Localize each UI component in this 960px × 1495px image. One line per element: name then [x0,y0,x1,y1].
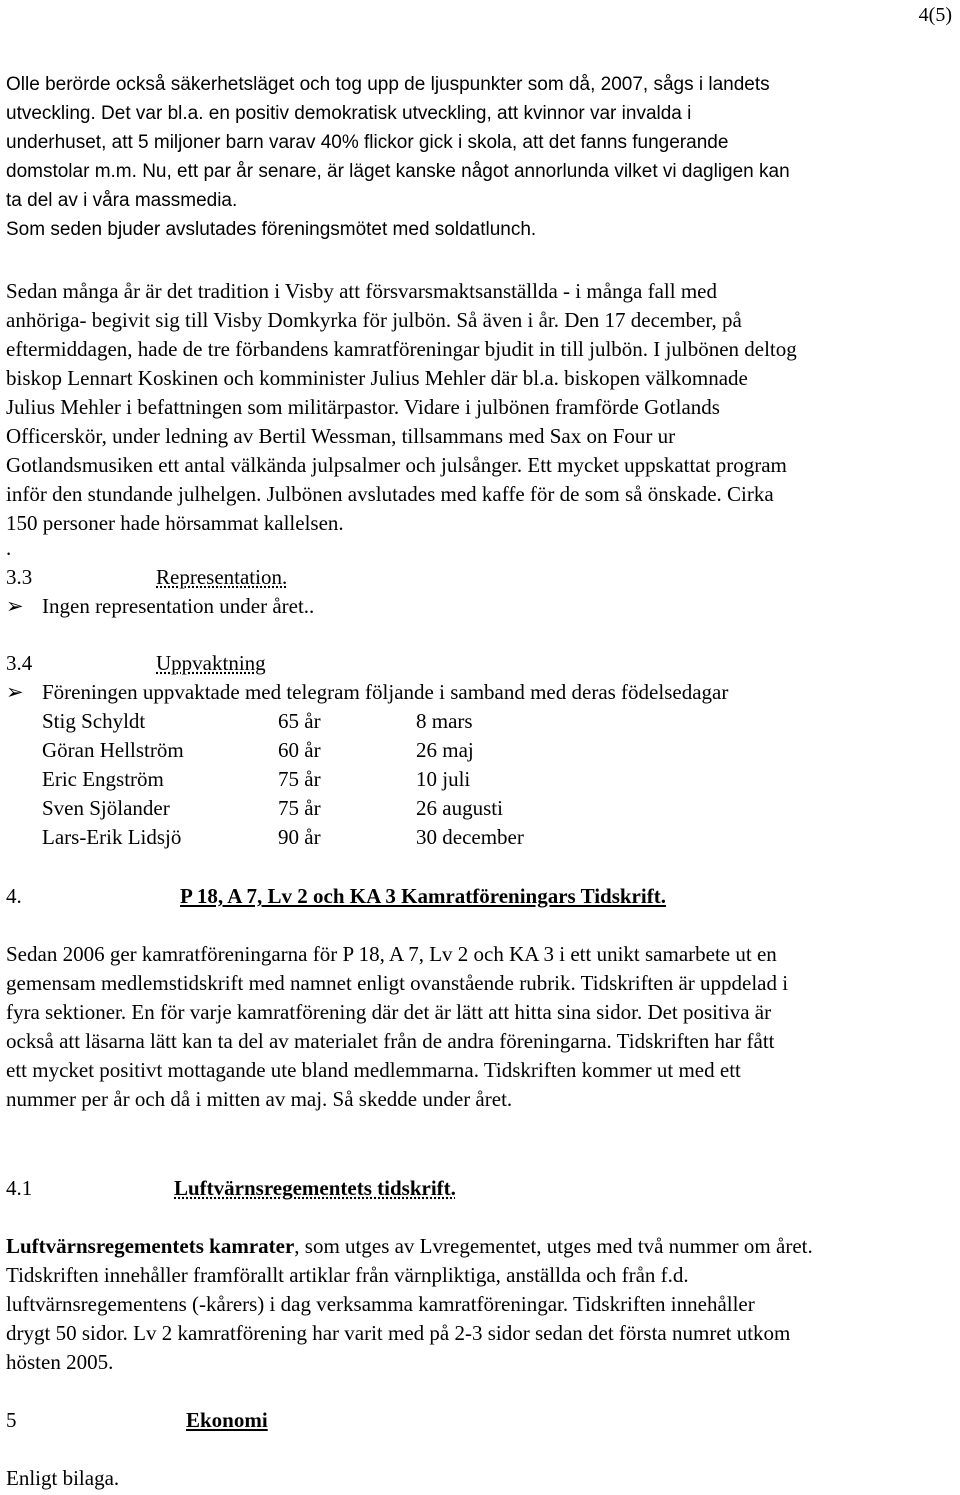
paragraph-line: luftvärnsregementens (-kårers) i dag verksamma kamratföreningar. Tidskriften innehåller [6,1292,755,1316]
intro-line: utveckling. Det var bl.a. en positiv demokratisk utveckling, att kvinnor var invalda i [6,103,692,124]
section-title: Luftvärnsregementets tidskrift. [174,1176,456,1200]
intro-line: ta del av i våra massmedia. [6,190,238,211]
table-row [42,736,642,765]
section-number: 4. [6,884,22,908]
julbon-line: biskop Lennart Koskinen och komminister Julius Mehler där bl.a. biskopen välkomnade [6,366,748,390]
section-4-heading [6,882,906,911]
section-number: 3.3 [6,565,33,589]
paragraph-line: drygt 50 sidor. Lv 2 kamratförening har varit med på 2-3 sidor sedan det första numret utkom [6,1321,791,1345]
birthday-date: 10 juli [416,767,471,791]
bullet-text: Föreningen uppvaktade med telegram följande i samband med deras födelsedagar [42,680,729,704]
birthday-date: 26 augusti [416,796,503,820]
section-number: 3.4 [6,651,33,675]
birthday-age: 65 år [278,709,321,733]
section-3-4-heading [6,649,606,678]
section-number: 4.1 [6,1176,33,1200]
intro-line: Olle berörde också säkerhetsläget och tog upp de ljuspunkter som då, 2007, sågs i landets [6,74,770,95]
birthday-name: Stig Schyldt [42,709,146,733]
bullet-text: Ingen representation under året.. [42,594,315,618]
paragraph-line: hösten 2005. [6,1350,114,1374]
section-3-3-bullet [6,592,606,621]
julbon-line: Gotlandsmusiken ett antal välkända julpsalmer och julsånger. Ett mycket uppskattat program [6,453,787,477]
arrow-bullet-icon: ➢ [6,680,24,704]
section-3-3-heading [6,563,606,592]
julbon-line: eftermiddagen, hade de tre förbandens kamratföreningar bjudit in till julbön. I julbönen deltog [6,337,797,361]
julbon-line: Officerskör, under ledning av Bertil Wessman, tillsammans med Sax on Four ur [6,424,676,448]
paragraph-line: också att läsarna lätt kan ta del av materialet från de andra föreningarna. Tidskriften har fått [6,1029,775,1053]
table-row [42,765,642,794]
birthday-age: 90 år [278,825,321,849]
section-title: Representation. [156,565,288,589]
table-row [42,707,642,736]
birthday-age: 75 år [278,767,321,791]
birthday-age: 75 år [278,796,321,820]
section-3-4-bullet [6,678,946,707]
section-5-heading [6,1406,606,1435]
paragraph-line: Tidskriften innehåller framförallt artiklar från värnpliktiga, anställda och från f.d. [6,1263,689,1287]
table-row [42,823,642,852]
julbon-line: . [6,536,12,560]
julbon-line: Sedan många år är det tradition i Visby att försvarsmaktsanställda - i många fall med [6,279,717,303]
section-4-1-paragraph [6,1232,956,1377]
intro-line: Som seden bjuder avslutades föreningsmötet med soldatlunch. [6,219,537,240]
intro-line: underhuset, att 5 miljoner barn varav 40% flickor gick i skola, att det fanns fungerande [6,132,729,153]
paragraph-text: , som utges av Lvregementet, utges med två nummer om året. [294,1234,813,1258]
paragraph-line: nummer per år och då i mitten av maj. Så skedde under året. [6,1087,513,1111]
birthday-date: 26 maj [416,738,474,762]
section-5-text [6,1464,606,1493]
arrow-bullet-icon: ➢ [6,594,24,618]
julbon-line: 150 personer hade hörsammat kallelsen. [6,511,344,535]
section-4-1-heading [6,1174,906,1203]
julbon-line: Julius Mehler i befattningen som militärpastor. Vidare i julbönen framförde Gotlands [6,395,720,419]
paragraph-text: Enligt bilaga. [6,1466,120,1490]
birthday-name: Eric Engström [42,767,164,791]
section-title: Uppvaktning [156,651,266,675]
paragraph-line: Sedan 2006 ger kamratföreningarna för P 18, A 7, Lv 2 och KA 3 i ett unikt samarbete ut en [6,942,777,966]
julbon-line: inför den stundande julhelgen. Julbönen avslutades med kaffe för de som så önskade. Cirka [6,482,774,506]
section-title: P 18, A 7, Lv 2 och KA 3 Kamratföreningars Tidskrift. [180,884,666,908]
intro-line: domstolar m.m. Nu, ett par år senare, är läget kanske något annorlunda vilket vi dagligen kan [6,161,790,182]
paragraph-line: fyra sektioner. En för varje kamratförening där det är lätt att hitta sina sidor. Det positiva är [6,1000,772,1024]
page-number: 4(5) [918,4,952,26]
magazine-name: Luftvärnsregementets kamrater [6,1234,295,1258]
paragraph-line [6,1232,956,1261]
julbon-line: anhöriga- begivit sig till Visby Domkyrka för julbön. Så även i år. Den 17 december, på [6,308,742,332]
birthday-age: 60 år [278,738,321,762]
birthday-name: Lars-Erik Lidsjö [42,825,182,849]
birthday-date: 30 december [416,825,524,849]
table-row [42,794,642,823]
birthday-table [42,707,642,852]
birthday-name: Sven Sjölander [42,796,170,820]
birthday-name: Göran Hellström [42,738,184,762]
paragraph-line: gemensam medlemstidskrift med namnet enligt ovanstående rubrik. Tidskriften är uppdelad i [6,971,789,995]
julbon-paragraph [6,277,956,558]
birthday-date: 8 mars [416,709,473,733]
paragraph-line: ett mycket positivt mottagande ute bland medlemmarna. Tidskriften kommer ut med ett [6,1058,741,1082]
section-title: Ekonomi [186,1408,268,1432]
section-4-paragraph [6,940,956,1114]
section-number: 5 [6,1408,17,1432]
intro-paragraph [6,70,956,244]
